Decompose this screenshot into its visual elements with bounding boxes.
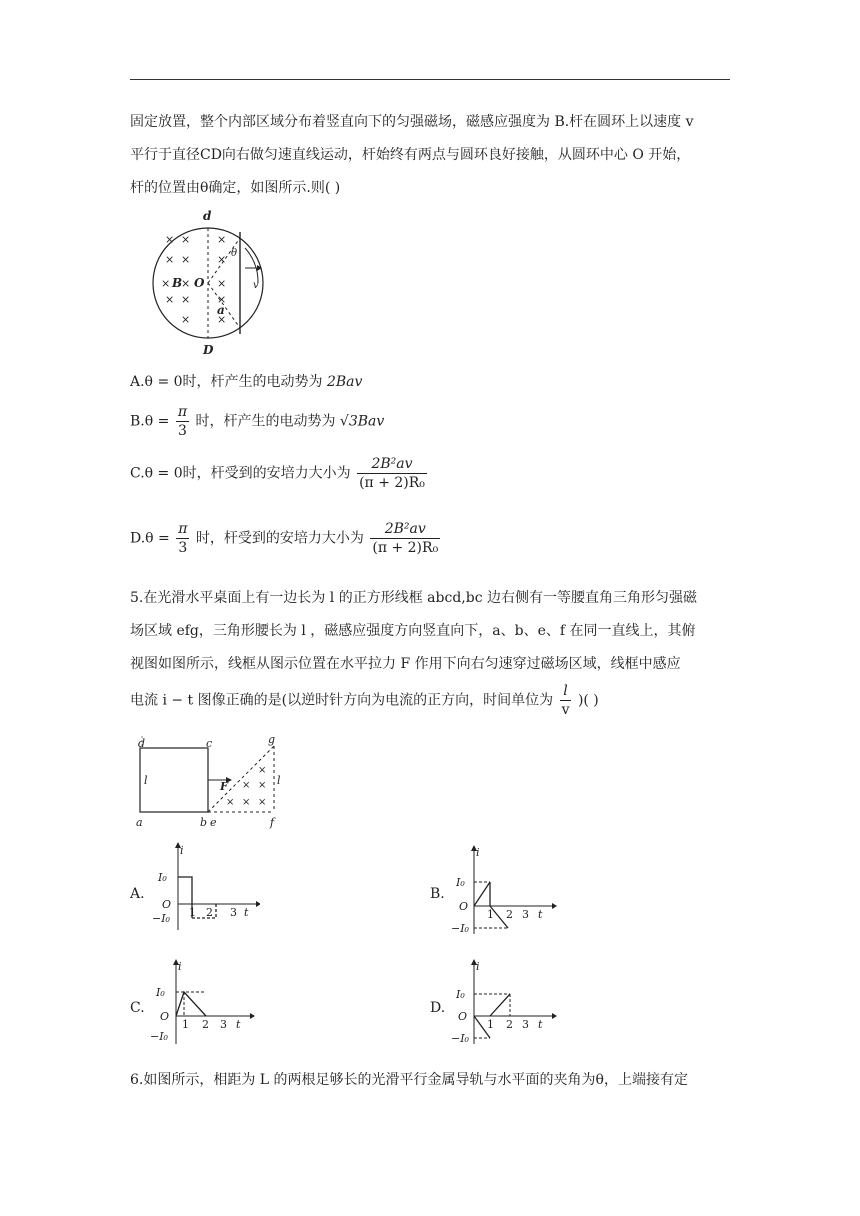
fig-label-d: D [203, 343, 214, 357]
svg-text:3: 3 [230, 906, 237, 919]
fig5-label-f: f [270, 816, 275, 829]
svg-text:2: 2 [206, 906, 213, 919]
q4-option-b[interactable] [130, 403, 384, 440]
q5-line-3: 视图如图所示，线框从图示位置在水平拉力 F 作用下向右匀速穿过磁场区域，线框中感应 [130, 656, 681, 672]
graph-option-d-label[interactable]: D. [430, 1000, 446, 1016]
option-c-text: C.θ = 0时，杆受到的安培力大小为 [130, 465, 351, 482]
q5-line-4: 电流 i − t 图像正确的是(以逆时针方向为电流的正方向，时间单位为 $\frac{l}{v}$ )( ) [130, 683, 599, 718]
svg-text:3: 3 [220, 1018, 227, 1031]
option-d-fraction: $\frac{\pi}{3}$ [178, 521, 188, 556]
svg-text:−I₀: −I₀ [451, 922, 469, 935]
graph-d[interactable] [450, 956, 562, 1048]
fig5-label-a: a [136, 816, 143, 829]
svg-text:×: × [165, 253, 175, 266]
svg-text:×: × [181, 233, 191, 246]
fig-label-c: d [203, 209, 212, 223]
svg-text:×: × [181, 293, 191, 306]
option-b-mid: 时，杆产生的电动势为 [195, 413, 336, 430]
svg-text:i: i [180, 844, 184, 857]
option-a-value: 2Bav [326, 374, 363, 390]
q5-line-2: 场区域 efg，三角形腰长为 l ，磁感应强度方向竖直向下，a、b、e、f 在同一直线上，其俯 [130, 623, 696, 639]
svg-text:t: t [236, 1018, 241, 1031]
option-b-value: √3Bav [339, 413, 385, 430]
svg-text:O: O [458, 1010, 468, 1023]
fig5-label-l-left: l [144, 774, 148, 787]
q5-line-1: 5.在光滑水平桌面上有一边长为 l 的正方形线框 abcd,bc 边右侧有一等腰直角三角形匀强磁 [130, 590, 697, 606]
fig-label-theta: θ [231, 248, 238, 259]
svg-text:t: t [244, 906, 249, 919]
svg-text:I₀: I₀ [156, 986, 165, 999]
option-b-text: B.θ = [130, 413, 170, 430]
fig5-label-c: c [206, 737, 213, 750]
q4-option-a[interactable] [130, 372, 362, 392]
fig5-label-d: d [138, 737, 146, 750]
svg-text:−I₀: −I₀ [150, 1030, 168, 1043]
fig5-label-g: g [268, 733, 276, 746]
svg-text:3: 3 [522, 908, 529, 921]
svg-text:×: × [258, 797, 267, 808]
q4-line-1: 固定放置，整个内部区域分布着竖直向下的匀强磁场，磁感应强度为 B.杆在圆环上以速度 v [130, 114, 694, 130]
svg-text:−I₀: −I₀ [152, 912, 170, 925]
frame-triangle-figure [128, 732, 288, 832]
q4-option-c[interactable] [130, 455, 429, 492]
svg-text:1: 1 [182, 1018, 189, 1031]
time-unit-fraction: $\frac{l}{v}$ [561, 683, 570, 718]
graph-option-b-label[interactable]: B. [430, 886, 445, 902]
svg-text:×: × [217, 277, 227, 290]
q4-option-d[interactable] [130, 520, 442, 557]
svg-text:×: × [217, 233, 227, 246]
svg-text:×: × [242, 797, 251, 808]
svg-text:2: 2 [506, 1018, 513, 1031]
svg-text:×: × [217, 253, 227, 266]
svg-text:I₀: I₀ [456, 988, 465, 1001]
fig-label-o: O [194, 276, 205, 290]
svg-text:−I₀: −I₀ [451, 1032, 469, 1045]
header-rule [130, 79, 730, 80]
svg-text:×: × [242, 780, 251, 791]
fig5-label-e: e [210, 816, 217, 829]
fig-label-v: v [253, 280, 259, 291]
q6-line-1: 6.如图所示，相距为 L 的两根足够长的光滑平行金属导轨与水平面的夹角为θ，上端接有定 [130, 1072, 688, 1088]
graph-b[interactable] [450, 842, 562, 937]
svg-text:×: × [165, 233, 175, 246]
svg-text:×: × [217, 293, 227, 306]
svg-text:1: 1 [189, 906, 196, 919]
option-d-text: D.θ = [130, 530, 170, 547]
option-d-mid: 时，杆受到的安培力大小为 [195, 530, 364, 547]
svg-text:I₀: I₀ [456, 876, 465, 889]
graph-option-a-label[interactable]: A. [130, 886, 145, 902]
svg-text:t: t [538, 908, 543, 921]
svg-text:×: × [217, 313, 227, 326]
svg-text:×: × [181, 277, 191, 290]
fig-label-a: a [217, 303, 225, 317]
svg-text:O: O [459, 900, 469, 913]
svg-text:i: i [178, 960, 182, 973]
fig-label-b: B [172, 276, 183, 290]
svg-text:1: 1 [487, 908, 494, 921]
fig5-label-l-right: l [277, 774, 281, 787]
svg-text:O: O [160, 1010, 170, 1023]
graph-c[interactable] [148, 956, 260, 1048]
svg-text:i: i [476, 960, 480, 973]
svg-text:2: 2 [202, 1018, 209, 1031]
option-a-text: A.θ = 0时，杆产生的电动势为 [130, 374, 323, 390]
svg-text:i: i [476, 846, 480, 859]
q4-line-3: 杆的位置由θ确定，如图所示.则( ) [130, 180, 341, 196]
svg-text:I₀: I₀ [158, 871, 167, 884]
svg-text:×: × [181, 313, 191, 326]
svg-text:1: 1 [487, 1018, 494, 1031]
graph-a[interactable] [148, 842, 260, 932]
graph-option-c-label[interactable]: C. [130, 1000, 145, 1016]
svg-text:×: × [181, 253, 191, 266]
svg-text:3: 3 [522, 1018, 529, 1031]
svg-text:×: × [258, 765, 267, 776]
svg-text:t: t [538, 1018, 543, 1031]
svg-text:2: 2 [506, 908, 513, 921]
option-d-fraction-2: $\frac{\text{2B²av}}{\text{(π + 2)R₀}}$ [372, 521, 439, 556]
circle-field-figure [145, 208, 275, 358]
option-b-fraction: $\frac{\pi}{3}$ [177, 404, 188, 439]
option-c-fraction: $\frac{\text{2B²av}}{\text{(π + 2)R₀}}$ [359, 456, 425, 491]
svg-text:×: × [161, 277, 171, 290]
fig5-label-f-force: F [220, 780, 228, 793]
q4-line-2: 平行于直径CD向右做匀速直线运动，杆始终有两点与圆环良好接触，从圆环中心 O 开始， [130, 147, 691, 163]
svg-text:×: × [165, 293, 175, 306]
svg-text:O: O [162, 898, 172, 911]
fig5-label-b: b [200, 816, 208, 829]
svg-text:×: × [226, 797, 235, 808]
svg-text:×: × [258, 780, 267, 791]
